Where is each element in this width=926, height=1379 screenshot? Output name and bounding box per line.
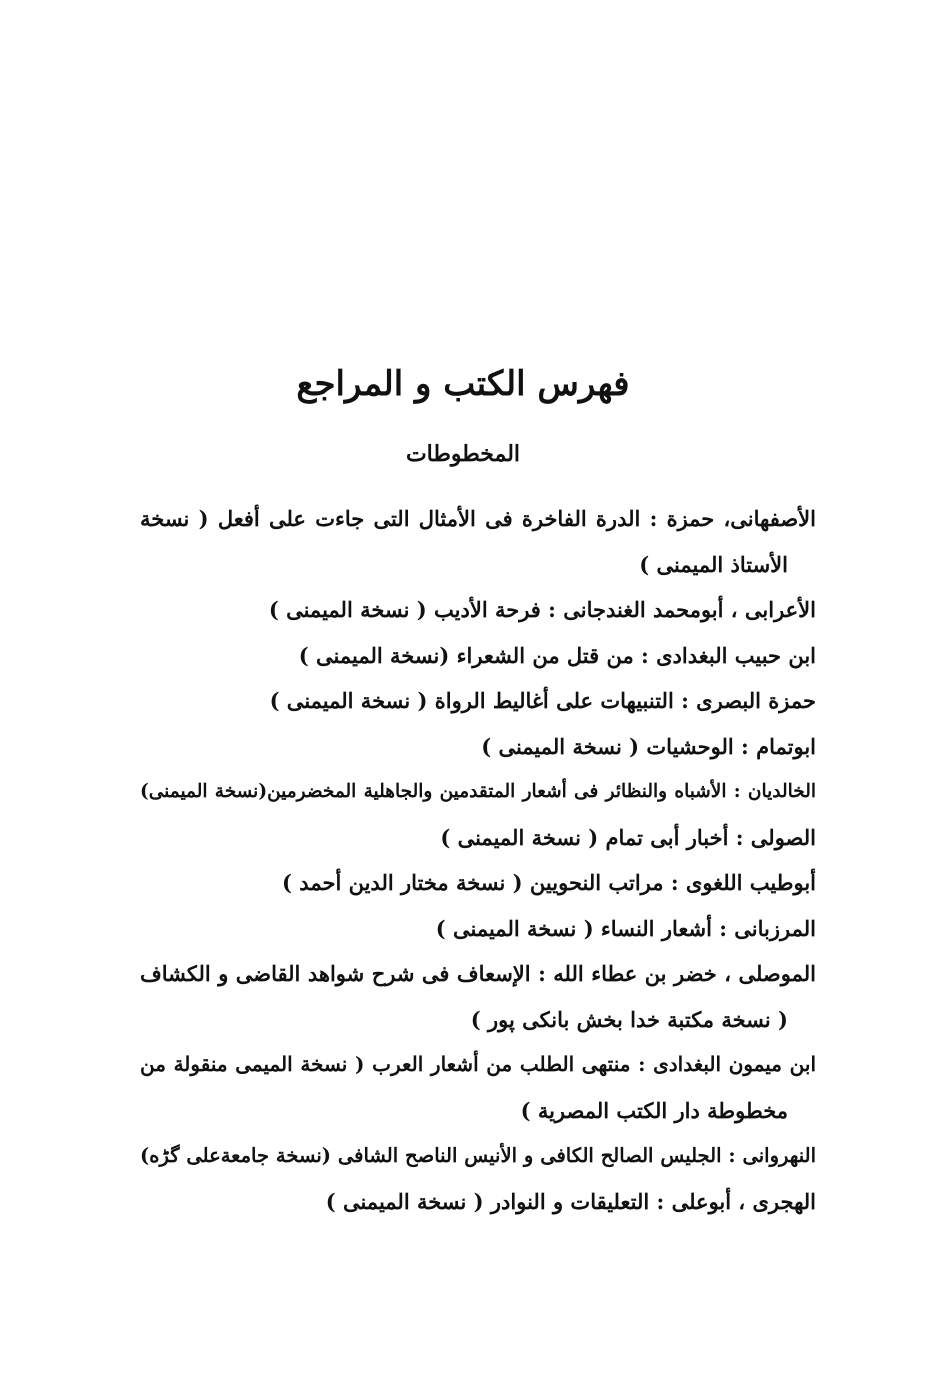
entry-line: المرزبانى : أشعار النساء ( نسخة الميمنى )	[435, 915, 816, 941]
entry-line: الأعرابى ، أبومحمد الغندجانى : فرحة الأديب ( نسخة الميمنى )	[268, 597, 816, 622]
bibliography-entry	[140, 815, 816, 861]
entry-line: الخالديان : الأشباه والنظائر فى أشعار المتقدمين والجاهلية المخضرمين(نسخة الميمنى)	[140, 781, 816, 802]
page-title: فهرس الكتب و المراجع	[296, 364, 630, 404]
entry-line: أبوطيب اللغوى : مراتب النحويين ( نسخة مختار الدين أحمد )	[282, 870, 816, 895]
entry-line: ابن ميمون البغدادى : منتهى الطلب من أشعار العرب ( نسخة الميمى منقولة من	[140, 1052, 816, 1076]
entry-line: ابن حبيب البغدادى : من قتل من الشعراء (نسخة الميمنى )	[298, 642, 816, 668]
bibliography-entry	[140, 496, 816, 587]
bibliography-entry	[140, 724, 816, 770]
entry-line: حمزة البصرى : التنبيهات على أغاليط الرواة ( نسخة الميمنى )	[269, 688, 816, 713]
entry-line-continuation: ( نسخة مكتبة خدا بخش بانكى پور )	[470, 1006, 788, 1032]
entry-line: النهروانى : الجليس الصالح الكافى و الأنيس الناصح الشافى (نسخة جامعةعلى گڑه)	[140, 1144, 816, 1167]
entry-line-continuation: الأستاذ الميمنى )	[639, 551, 788, 577]
entry-line: الأصفهانى، حمزة : الدرة الفاخرة فى الأمثال التى جاءت على أفعل ( نسخة	[140, 506, 816, 531]
bibliography-entry	[140, 1133, 816, 1179]
bibliography-entry	[140, 860, 816, 906]
entry-line-continuation: مخطوطة دار الكتب المصرية )	[520, 1097, 788, 1123]
entry-line: الصولى : أخبار أبى تمام ( نسخة الميمنى )	[440, 824, 816, 850]
bibliography-list	[140, 496, 816, 1224]
entry-line: ابوتمام : الوحشيات ( نسخة الميمنى )	[481, 733, 816, 759]
entry-line: الموصلى ، خضر بن عطاء الله : الإسعاف فى شرح شواهد القاضى و الكشاف	[140, 961, 816, 986]
bibliography-entry	[140, 906, 816, 952]
bibliography-entry	[140, 633, 816, 679]
bibliography-entry	[140, 678, 816, 724]
bibliography-entry	[140, 587, 816, 633]
bibliography-entry	[140, 769, 816, 815]
bibliography-entry	[140, 1179, 816, 1225]
entry-line: الهجرى ، أبوعلى : التعليقات و النوادر ( نسخة الميمنى )	[325, 1188, 816, 1214]
bibliography-entry	[140, 1042, 816, 1133]
bibliography-entry	[140, 951, 816, 1042]
section-heading: المخطوطات	[405, 441, 521, 467]
